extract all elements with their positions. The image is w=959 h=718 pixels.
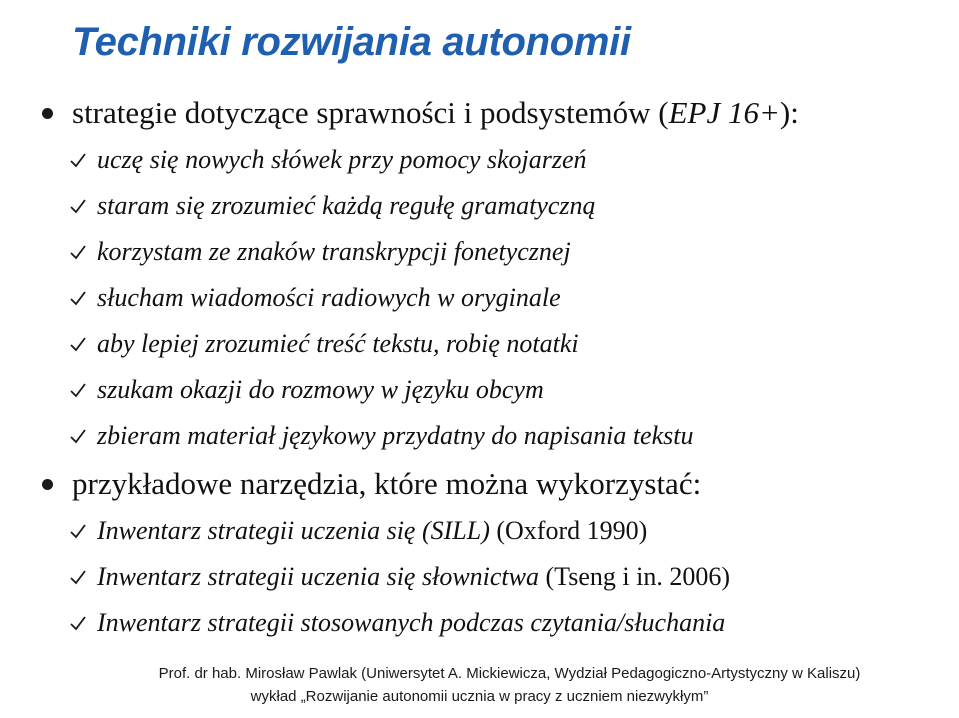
footer-lecture: wykład „Rozwijanie autonomii ucznia w pracy z uczniem niezwykłym” [250, 688, 709, 705]
list-item [0, 275, 959, 321]
section1-heading-suffix: ): [779, 95, 799, 130]
content [0, 88, 959, 646]
list-item [0, 321, 959, 367]
list-item-text: korzystam ze znaków transkrypcji fonetycznej [97, 237, 571, 266]
list-item [0, 600, 959, 646]
checkmark-icon [69, 335, 87, 353]
section1-heading [0, 88, 959, 137]
section1-heading-prefix: strategie dotyczące sprawności i podsystemów ( [72, 95, 669, 130]
round-bullet-icon [42, 108, 53, 119]
list-item-title: Inwentarz strategii uczenia się słownictwa [97, 562, 539, 591]
checkmark-icon [69, 427, 87, 445]
section2-heading [0, 459, 959, 508]
page-title: Techniki rozwijania autonomii [72, 20, 631, 64]
list-item-text: szukam okazji do rozmowy w języku obcym [97, 375, 544, 404]
round-bullet-icon [42, 479, 53, 490]
checkmark-icon [69, 568, 87, 586]
checkmark-icon [69, 522, 87, 540]
list-item-text: słucham wiadomości radiowych w oryginale [97, 283, 561, 312]
list-item-title: Inwentarz strategii stosowanych podczas czytania/słuchania [97, 608, 726, 637]
section2-heading-text: przykładowe narzędzia, które można wykorzystać: [72, 466, 702, 501]
list-item-text: aby lepiej zrozumieć treść tekstu, robię notatki [97, 329, 579, 358]
list-item-title: Inwentarz strategii uczenia się (SILL) [97, 516, 490, 545]
list-item [0, 508, 959, 554]
checkmark-icon [69, 289, 87, 307]
list-item [0, 183, 959, 229]
list-item [0, 229, 959, 275]
checkmark-icon [69, 243, 87, 261]
section1-heading-em: EPJ 16+ [668, 95, 780, 130]
checkmark-icon [69, 381, 87, 399]
list-item [0, 137, 959, 183]
list-item-citation: (Tseng i in. 2006) [539, 562, 730, 591]
list-item [0, 413, 959, 459]
list-item-text: zbieram materiał językowy przydatny do napisania tekstu [97, 421, 694, 450]
footer-author: Prof. dr hab. Mirosław Pawlak (Uniwersytet A. Mickiewicza, Wydział Pedagogiczno-Artystyczny w Kaliszu) [158, 665, 861, 682]
list-item [0, 367, 959, 413]
list-item [0, 554, 959, 600]
checkmark-icon [69, 614, 87, 632]
list-item-text: uczę się nowych słówek przy pomocy skojarzeń [97, 145, 587, 174]
list-item-text: staram się zrozumieć każdą regułę gramatyczną [97, 191, 596, 220]
checkmark-icon [69, 151, 87, 169]
checkmark-icon [69, 197, 87, 215]
list-item-citation: (Oxford 1990) [489, 516, 648, 545]
